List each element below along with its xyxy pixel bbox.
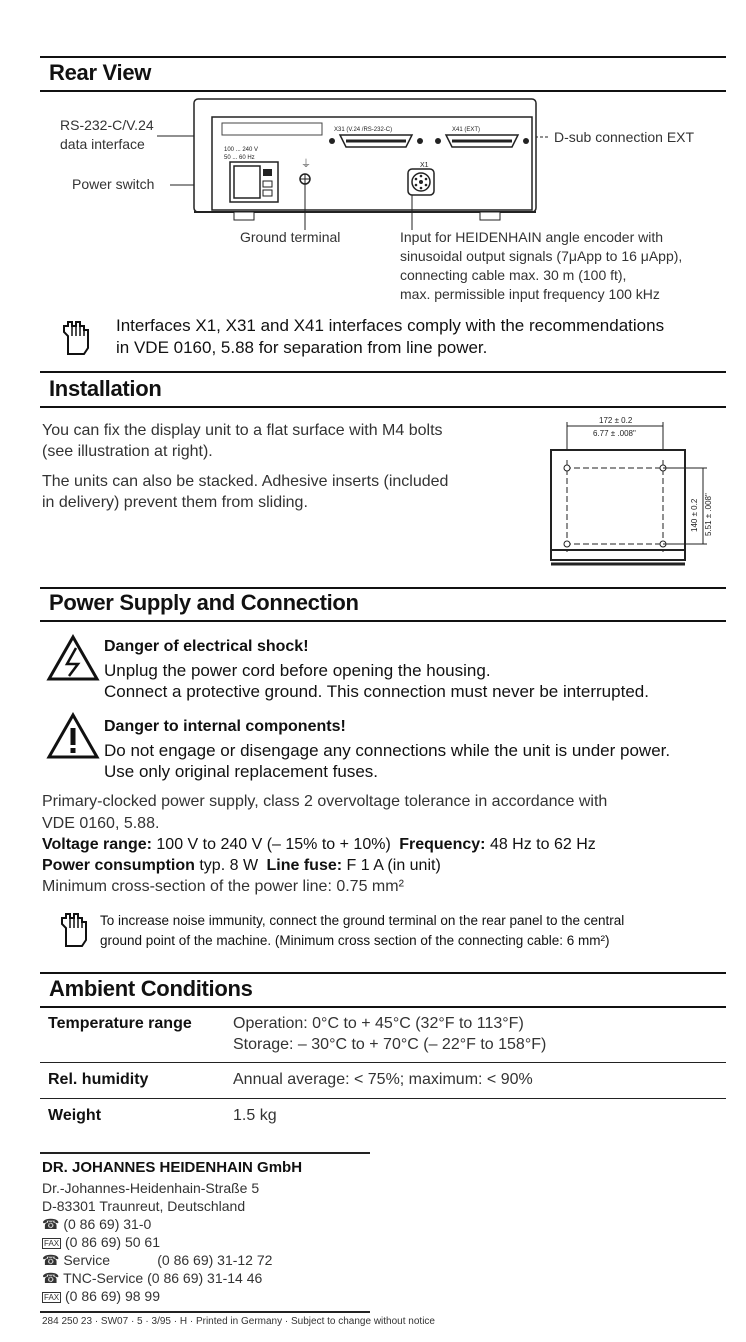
ambient-label-weight: Weight [48,1107,102,1124]
label-input-line4: max. permissible input frequency 100 kHz [400,286,660,302]
installation-p2-line2: in delivery) prevent them from sliding. [42,494,308,511]
company-rule [40,1152,370,1154]
installation-p1-line2: (see illustration at right). [42,443,213,460]
section-title-installation: Installation [49,376,162,401]
ambient-value-temperature-2: Storage: – 30°C to + 70°C (– 22°F to 158°F) [233,1036,547,1053]
fax-icon: FAX [44,1293,60,1302]
phone-icon: ☎ [42,1216,60,1232]
installation-p2-line1: The units can also be stacked. Adhesive inserts (included [42,473,449,490]
label-input-line1: Input for HEIDENHAIN angle encoder with [400,229,664,245]
svg-text:5.51 ± .008": 5.51 ± .008" [704,493,713,536]
warn2-line2: Use only original replacement fuses. [104,762,379,781]
ambient-label-temperature: Temperature range [48,1015,192,1032]
ambient-label-humidity: Rel. humidity [48,1071,149,1088]
ambient-value-temperature-1: Operation: 0°C to + 45°C (32°F to 113°F) [233,1015,524,1032]
power-p-line2: VDE 0160, 5.88. [42,815,160,832]
power-cross-section: Minimum cross-section of the power line: 0.75 mm² [42,878,404,895]
svg-text:X1: X1 [420,162,429,169]
hand-note-icon [56,910,92,950]
warn2-title: Danger to internal components! [104,718,346,735]
company-name: DR. JOHANNES HEIDENHAIN GmbH [42,1159,303,1176]
warn1-line2: Connect a protective ground. This connection must never be interrupted. [104,682,649,701]
section-rule [40,406,726,408]
svg-text:100 ... 240 V: 100 ... 240 V [224,147,259,153]
hand-note-icon [58,318,94,358]
svg-text:6.77 ± .008": 6.77 ± .008" [593,429,636,438]
section-title-ambient: Ambient Conditions [49,976,253,1001]
section-rule [40,371,726,373]
table-rule [40,1098,726,1099]
section-rule [40,1006,726,1008]
section-rule [40,56,726,58]
power-p-line1: Primary-clocked power supply, class 2 overvoltage tolerance in accordance with [42,793,608,810]
panel-label-x41: X41 (EXT) [452,127,481,133]
rear-note-line2: in VDE 0160, 5.88 for separation from line power. [116,338,488,357]
svg-text:140 ± 0.2: 140 ± 0.2 [690,498,699,532]
label-power-switch: Power switch [72,176,155,192]
power-note-line2: ground point of the machine. (Minimum cross section of the connecting cable: 6 mm²) [100,933,610,948]
section-rule [40,620,726,622]
label-ground-terminal: Ground terminal [240,229,341,245]
caution-warning-icon [46,712,100,760]
label-rs232: RS-232-C/V.24 [60,117,154,133]
ground-symbol-icon: ⏚ [301,159,311,170]
table-rule [40,1062,726,1063]
installation-p1-line1: You can fix the display unit to a flat surface with M4 bolts [42,422,443,439]
section-title-rear-view: Rear View [49,60,152,85]
company-street: Dr.-Johannes-Heidenhain-Straße 5 [42,1180,260,1196]
section-title-power: Power Supply and Connection [49,590,359,615]
power-note-line1: To increase noise immunity, connect the ground terminal on the rear panel to the central [100,913,625,928]
svg-text:172 ± 0.2: 172 ± 0.2 [599,416,633,425]
company-tnc-line: ☎ TNC-Service (0 86 69) 31-14 46 [42,1270,263,1286]
warn1-title: Danger of electrical shock! [104,638,309,655]
installation-dimension-drawing [545,412,715,572]
company-city: D-83301 Traunreut, Deutschland [42,1198,246,1214]
company-service-line: ☎ Service (0 86 69) 31-12 72 [42,1252,273,1268]
section-rule [40,972,726,974]
ambient-value-humidity: Annual average: < 75%; maximum: < 90% [233,1071,533,1088]
label-input-line2: sinusoidal output signals (7μApp to 16 μApp), [400,248,683,264]
power-spec-line2: Power consumption typ. 8 W Line fuse: F 1 A (in unit) [42,857,441,874]
phone-icon: ☎ [42,1270,60,1286]
electric-shock-warning-icon [46,634,100,682]
footer-text: 284 250 23 · SW07 · 5 · 3/95 · H · Printed in Germany · Subject to change without notice [42,1316,435,1327]
section-rule [40,587,726,589]
phone-icon: ☎ [42,1252,60,1268]
ambient-value-weight: 1.5 kg [233,1107,277,1124]
company-phone-line: ☎ (0 86 69) 31-0 [42,1216,152,1232]
fax-icon: FAX [44,1239,60,1248]
svg-text:50 ... 60 Hz: 50 ... 60 Hz [224,155,255,161]
warn1-line1: Unplug the power cord before opening the housing. [104,661,491,680]
panel-label-x31: X31 (V.24 /RS-232-C) [334,127,393,133]
company-fax-line: FAX (0 86 69) 50 61 [44,1234,160,1250]
power-spec-line1: Voltage range: 100 V to 240 V (– 15% to + 10%) Frequency: 48 Hz to 62 Hz [42,836,596,853]
label-dsub: D-sub connection EXT [554,129,695,145]
label-input-line3: connecting cable max. 30 m (100 ft), [400,267,627,283]
rear-note-line1: Interfaces X1, X31 and X41 interfaces comply with the recommendations [116,316,665,335]
rear-panel-illustration [150,95,550,230]
warn2-line1: Do not engage or disengage any connections while the unit is under power. [104,741,671,760]
company-fax2-line: FAX (0 86 69) 98 99 [44,1288,160,1304]
footer-rule [40,1311,370,1313]
section-rule [40,90,726,92]
label-rs232-sub: data interface [60,136,145,152]
